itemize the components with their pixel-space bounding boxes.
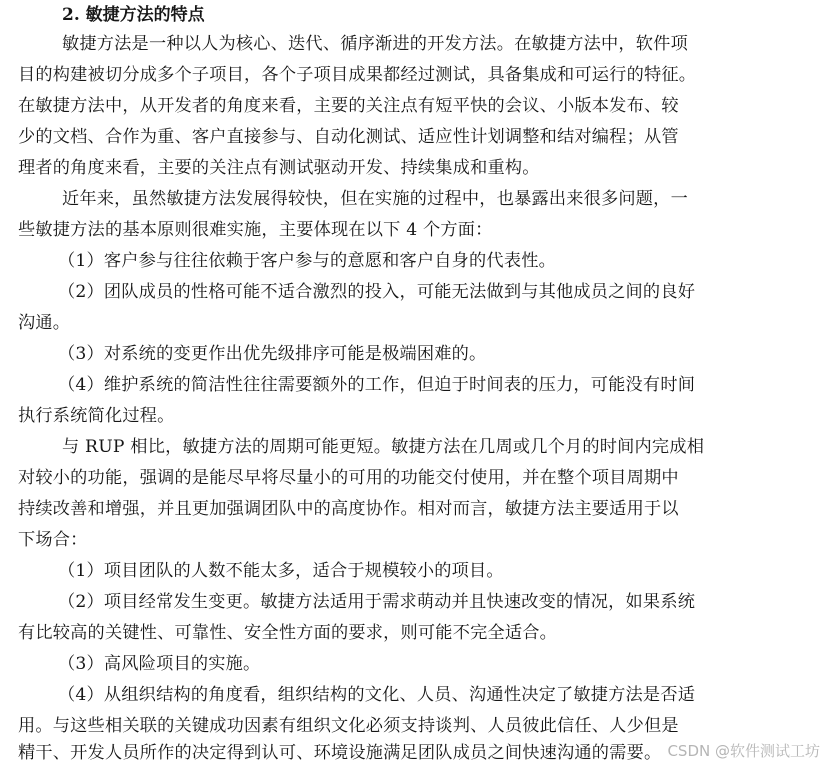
list-item: （2）项目经常发生变更。敏捷方法适用于需求萌动并且快速改变的情况，如果系统	[58, 592, 696, 612]
list-item: （1）客户参与往往依赖于客户参与的意愿和客户自身的代表性。	[58, 251, 556, 271]
paragraph-line: 对较小的功能，强调的是能尽早将尽量小的可用的功能交付使用，并在整个项目周期中	[18, 468, 679, 488]
paragraph-line: 下场合：	[18, 530, 88, 550]
list-item-continuation: 沟通。	[18, 313, 71, 333]
list-item-continuation: 执行系统简化过程。	[18, 406, 175, 426]
watermark: CSDN @软件测试工坊	[667, 742, 820, 760]
paragraph-line: 理者的角度来看，主要的关注点有测试驱动开发、持续集成和重构。	[18, 158, 540, 178]
list-item: （2）团队成员的性格可能不适合激烈的投入，可能无法做到与其他成员之间的良好	[58, 282, 696, 302]
list-item: （1）项目团队的人数不能太多，适合于规模较小的项目。	[58, 561, 504, 581]
list-item-continuation: 用。与这些相关联的关键成功因素有组织文化必须支持谈判、人员彼此信任、人少但是	[18, 716, 679, 736]
paragraph-line: 敏捷方法是一种以人为核心、迭代、循序渐进的开发方法。在敏捷方法中，软件项	[62, 34, 688, 54]
paragraph-line: 少的文档、合作为重、客户直接参与、自动化测试、适应性计划调整和结对编程；从管	[18, 127, 679, 147]
list-item: （3）对系统的变更作出优先级排序可能是极端困难的。	[58, 344, 487, 364]
paragraph-line: 目的构建被切分成多个子项目，各个子项目成果都经过测试，具备集成和可运行的特征。	[18, 65, 697, 85]
list-item: （4）从组织结构的角度看，组织结构的文化、人员、沟通性决定了敏捷方法是否适	[58, 685, 696, 705]
paragraph-line: 持续改善和增强，并且更加强调团队中的高度协作。相对而言，敏捷方法主要适用于以	[18, 499, 679, 519]
list-item: （3）高风险项目的实施。	[58, 654, 261, 674]
paragraph-line: 些敏捷方法的基本原则很难实施，主要体现在以下 4 个方面：	[18, 220, 493, 240]
section-heading: 2. 敏捷方法的特点	[62, 5, 205, 25]
paragraph-line: 与 RUP 相比，敏捷方法的周期可能更短。敏捷方法在几周或几个月的时间内完成相	[62, 437, 705, 457]
paragraph-line: 近年来，虽然敏捷方法发展得较快，但在实施的过程中，也暴露出来很多问题，一	[62, 189, 688, 209]
list-item: （4）维护系统的简洁性往往需要额外的工作，但迫于时间表的压力，可能没有时间	[58, 375, 696, 395]
paragraph-line: 在敏捷方法中，从开发者的角度来看，主要的关注点有短平快的会议、小版本发布、较	[18, 96, 679, 116]
list-item-continuation: 有比较高的关键性、可靠性、安全性方面的要求，则可能不完全适合。	[18, 623, 558, 643]
list-item-continuation: 精干、开发人员所作的决定得到认可、环境设施满足团队成员之间快速沟通的需要。	[18, 743, 662, 763]
